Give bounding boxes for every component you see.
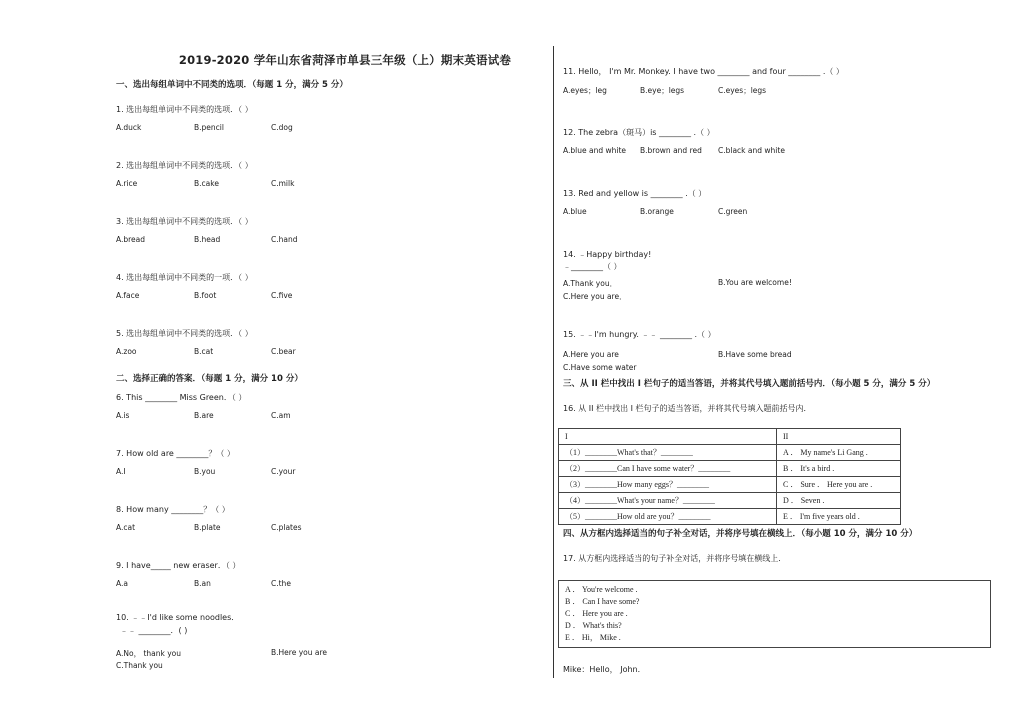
option-a: A.No， thank you (116, 649, 182, 658)
question-text: 9. I have_____ new eraser．（ ） (116, 561, 241, 570)
option-a: A.Here you are (563, 350, 619, 359)
question-text: ﹣﹣ ________．( ) (120, 626, 188, 635)
column-header: I (559, 429, 777, 445)
choice-item: B ． Can I have some? (565, 597, 640, 606)
option-b: B.You are welcome! (718, 278, 792, 287)
option-c: C.the (271, 579, 291, 588)
option-b: B.plate (194, 523, 221, 532)
option-b: B.Have some bread (718, 350, 792, 359)
option-a: A.Thank you． (563, 279, 618, 288)
question-3 (116, 216, 536, 247)
question-15 (563, 329, 1003, 375)
option-a: A.cat (116, 523, 136, 532)
option-c: C.hand (271, 235, 298, 244)
question-11 (563, 66, 1003, 97)
option-b: B.are (194, 411, 214, 420)
table-row (559, 509, 901, 525)
table-cell-question: （2）________Can I have some water？________ (559, 461, 777, 477)
question-text: 14. ﹣Happy birthday! (563, 250, 652, 259)
option-b: B.foot (194, 291, 217, 300)
option-b: B.pencil (194, 123, 224, 132)
question-text: 6. This ________ Miss Green．（ ） (116, 393, 247, 402)
table-row (559, 445, 901, 461)
question-text: 1. 选出每组单词中不同类的选项．（ ） (116, 105, 253, 114)
option-b: B.eye；legs (640, 86, 685, 95)
option-a: A.zoo (116, 347, 137, 356)
option-c: C.Have some water (563, 363, 637, 372)
table-cell-question: （5）________How old are you？________ (559, 509, 777, 525)
option-a: A.eyes；leg (563, 86, 607, 95)
choice-item: C ． Here you are . (565, 609, 628, 618)
table-cell-question: （1）________What's that？________ (559, 445, 777, 461)
question-2 (116, 160, 536, 191)
question-text: 3. 选出每组单词中不同类的选项．（ ） (116, 217, 253, 226)
left-column (116, 52, 536, 670)
option-a: A.is (116, 411, 130, 420)
option-a: A.duck (116, 123, 142, 132)
option-a: A.I (116, 467, 126, 476)
question-14 (563, 249, 1003, 303)
option-b: B.brown and red (640, 146, 702, 155)
choice-item: A ． You're welcome . (565, 585, 638, 594)
question-17: 17. 从方框内选择适当的句子补全对话，并将序号填在横线上． (563, 554, 787, 563)
question-12 (563, 127, 1003, 158)
question-text: 4. 选出每组单词中不同类的一项．（ ） (116, 273, 253, 282)
table-cell-answer: C ． Sure ． Here you are . (777, 477, 901, 493)
question-text: 5. 选出每组单词中不同类的选项．（ ） (116, 329, 253, 338)
option-a: A.face (116, 291, 140, 300)
option-b: B.head (194, 235, 221, 244)
table-cell-answer: B ． It's a bird . (777, 461, 901, 477)
question-text: 2. 选出每组单词中不同类的选项．（ ） (116, 161, 253, 170)
option-c: C.your (271, 467, 296, 476)
question-16: 16. 从 II 栏中找出 I 栏句子的适当答语，并将其代号填入题前括号内． (563, 404, 812, 413)
option-b: B.cat (194, 347, 214, 356)
choice-item: D ． What's this? (565, 621, 622, 630)
question-8 (116, 504, 536, 535)
option-a: A.bread (116, 235, 146, 244)
question-10 (116, 612, 536, 673)
question-6 (116, 392, 536, 423)
table-row (559, 461, 901, 477)
option-c: C.am (271, 411, 291, 420)
page-title: 2019-2020 学年山东省菏泽市单县三年级（上）期末英语试卷 (178, 53, 512, 67)
option-c: C.eyes；legs (718, 86, 767, 95)
table-cell-answer: A ． My name's Li Gang . (777, 445, 901, 461)
option-c: C.Here you are． (563, 292, 627, 301)
question-text: 12. The zebra（斑马）is ________ .（ ） (563, 128, 715, 137)
question-5 (116, 328, 536, 359)
table-cell-answer: D ． Seven . (777, 493, 901, 509)
choice-item: E ． Hi， Mike . (565, 633, 621, 642)
option-b: B.Here you are (271, 648, 327, 657)
option-b: B.you (194, 467, 216, 476)
question-13 (563, 188, 1003, 219)
option-a: A.blue and white (563, 146, 626, 155)
question-text: 7. How old are ________？（ ） (116, 449, 235, 458)
table-row (559, 493, 901, 509)
option-c: C.dog (271, 123, 293, 132)
option-c: C.green (718, 207, 748, 216)
question-text: 13. Red and yellow is ________ .（ ） (563, 189, 707, 198)
option-c: C.plates (271, 523, 302, 532)
question-text: ﹣________（ ） (563, 262, 622, 271)
dialog-line: Mike：Hello， John． (563, 665, 646, 674)
section-2-heading: 二、选择正确的答案．（每题 1 分，满分 10 分） (116, 374, 303, 384)
question-text: 15. ﹣﹣I'm hungry. ﹣﹣ ________ .（ ） (563, 330, 716, 339)
option-a: A.blue (563, 207, 587, 216)
question-text: 11. Hello， I'm Mr. Monkey. I have two ________ and four ________ .（ ） (563, 67, 844, 76)
question-4 (116, 272, 536, 303)
option-b: B.an (194, 579, 211, 588)
option-a: A.a (116, 579, 128, 588)
option-b: B.cake (194, 179, 219, 188)
option-c: C.Thank you (116, 661, 163, 670)
question-1 (116, 104, 536, 135)
table-cell-question: （4）________What's your name？________ (559, 493, 777, 509)
question-text: 8. How many ________？（ ） (116, 505, 230, 514)
matching-table (558, 428, 901, 525)
option-a: A.rice (116, 179, 138, 188)
section-1-heading: 一、选出每组单词中不同类的选项．（每题 1 分，满分 5 分） (116, 80, 348, 90)
column-divider (553, 46, 554, 678)
table-header-row (559, 429, 901, 445)
option-c: C.five (271, 291, 293, 300)
choice-box (558, 580, 991, 648)
question-9 (116, 560, 536, 591)
table-cell-answer: E ． I'm five years old . (777, 509, 901, 525)
question-7 (116, 448, 536, 479)
section-3-heading: 三、从 II 栏中找出 I 栏句子的适当答语，并将其代号填入题前括号内．（每小题 5 分，满分 5 分） (563, 379, 936, 389)
question-text: 10. ﹣﹣I'd like some noodles． (116, 613, 240, 622)
section-4-heading: 四、从方框内选择适当的句子补全对话，并将序号填在横线上．（每小题 10 分，满分 10 分） (563, 529, 918, 539)
option-c: C.milk (271, 179, 295, 188)
table-cell-question: （3）________How many eggs？________ (559, 477, 777, 493)
right-column (563, 66, 1003, 675)
table-row (559, 477, 901, 493)
option-c: C.bear (271, 347, 296, 356)
option-b: B.orange (640, 207, 674, 216)
option-c: C.black and white (718, 146, 785, 155)
column-header: II (777, 429, 901, 445)
